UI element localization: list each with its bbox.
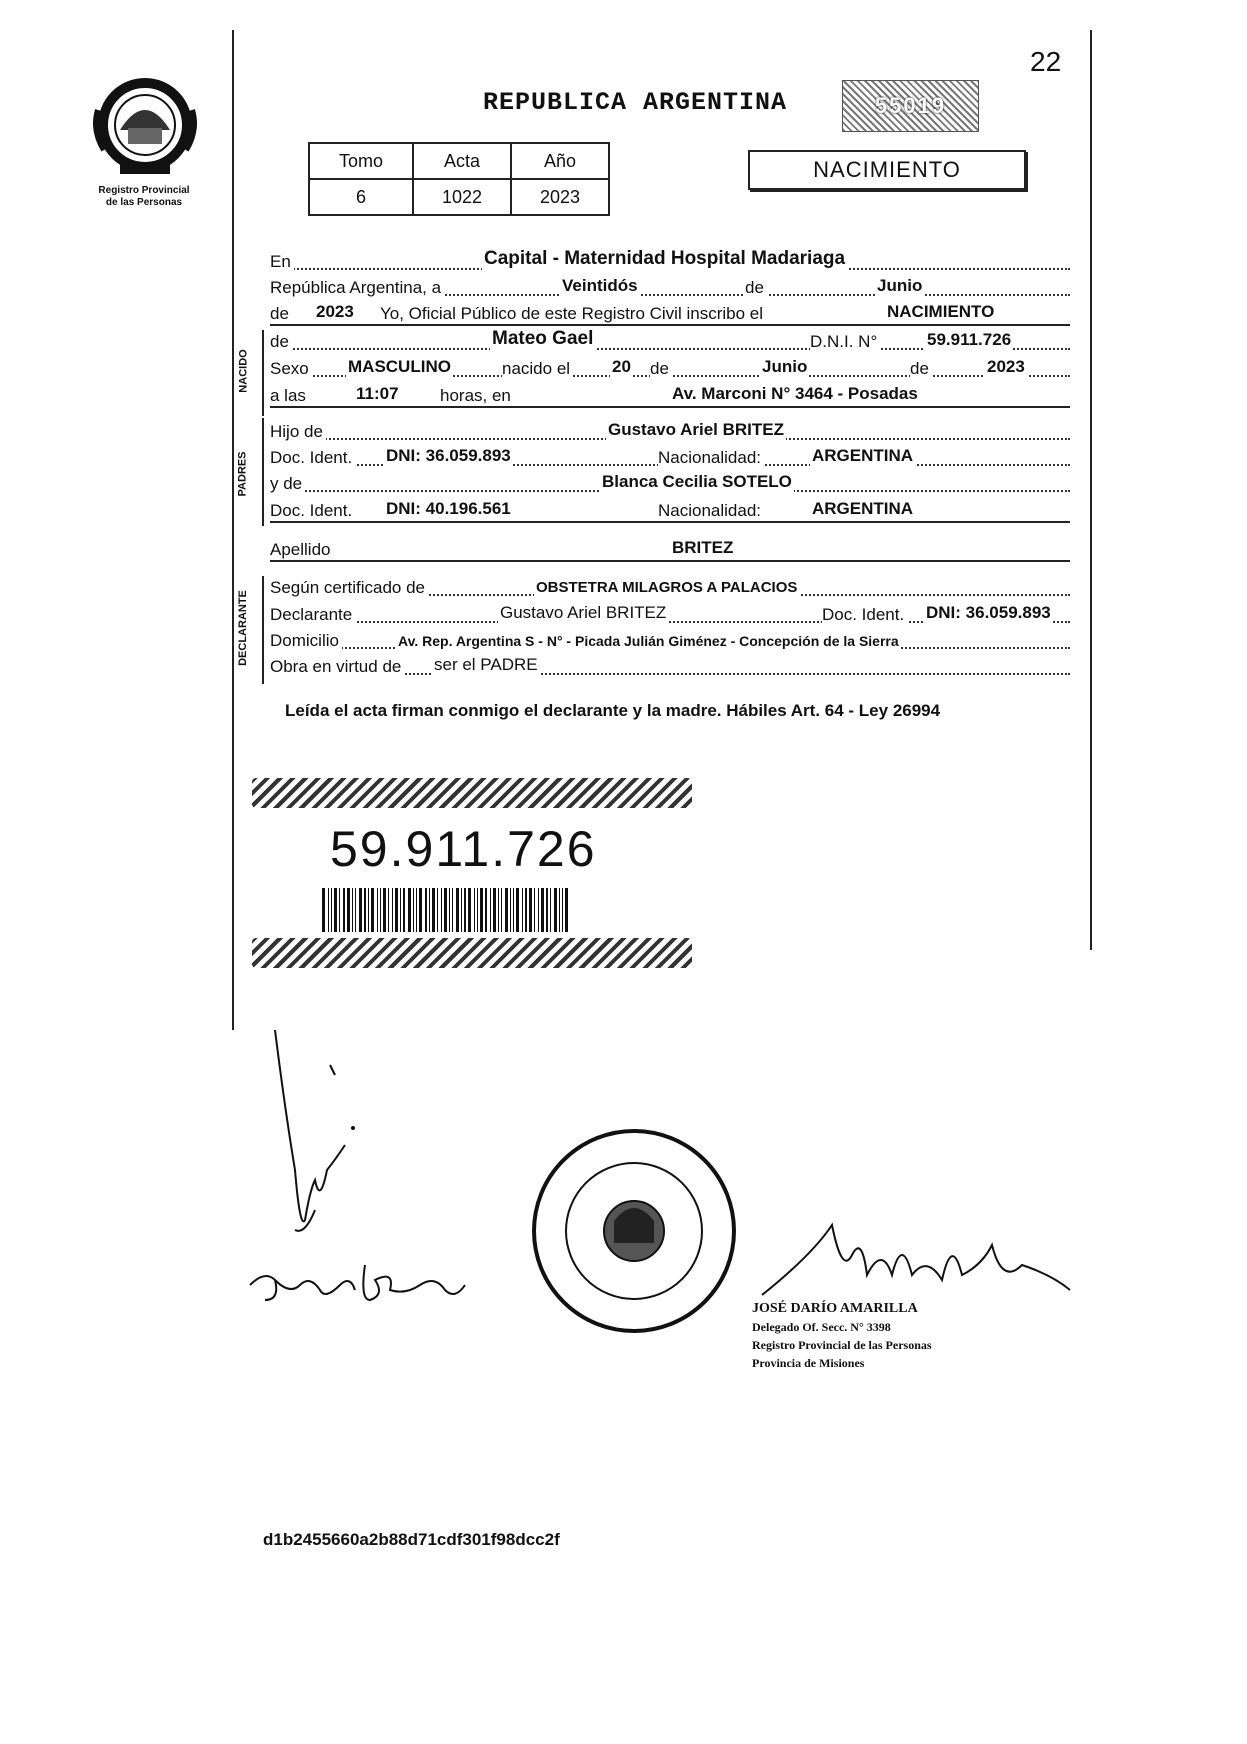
watermark-code: 55019 [874, 93, 947, 118]
official-stamp [528, 1125, 740, 1342]
barcode-bar [392, 888, 393, 932]
barcode-bar [368, 888, 369, 932]
mother-name: Blanca Cecilia SOTELO [602, 472, 792, 491]
declarant-address-row [270, 629, 1070, 653]
barcode-bar [452, 888, 453, 932]
barcode-bar [480, 888, 483, 932]
barcode-bar [334, 888, 337, 932]
declarant-role-row [270, 655, 1070, 679]
declarant-doc-label: Doc. Ident. [822, 605, 907, 625]
barcode-bar [461, 888, 462, 932]
barcode-bar [352, 888, 353, 932]
mother-signature [245, 1255, 475, 1320]
mother-nat-label: Nacionalidad: [658, 501, 764, 521]
barcode-bar [559, 888, 560, 932]
left-margin-line [232, 30, 234, 1030]
father-row [270, 420, 1070, 444]
address-label: Domicilio [270, 631, 342, 651]
declarant-row [270, 603, 1070, 627]
born-month: Junio [762, 357, 808, 376]
padres-bracket [262, 418, 264, 526]
father-doc: DNI: 36.059.893 [386, 446, 511, 465]
barcode-bar [505, 888, 508, 932]
newborn-name-row [270, 330, 1070, 354]
dni-label: D.N.I. N° [810, 332, 880, 352]
barcode-bar [493, 888, 496, 932]
barcode-bar [554, 888, 557, 932]
father-doc-label: Doc. Ident. [270, 448, 355, 468]
dni-hatch-bottom [252, 938, 692, 968]
born-label: nacido el [502, 359, 573, 379]
barcode-bar [449, 888, 450, 932]
dni-hatch-top [252, 778, 692, 808]
mother-row [270, 472, 1070, 496]
barcode-bar [328, 888, 329, 932]
barcode-bar [510, 888, 511, 932]
surname-value: BRITEZ [672, 538, 734, 557]
barcode-bar [477, 888, 478, 932]
mother-doc-label: Doc. Ident. [270, 501, 355, 521]
value-tomo: 6 [309, 179, 413, 215]
barcode-bar [347, 888, 350, 932]
date-row [270, 276, 1070, 300]
barcode-bar [408, 888, 411, 932]
declarant-signature [265, 1020, 375, 1255]
closing-text: Leída el acta firman conmigo el declarante y la madre. Hábiles Art. 64 - Ley 26994 [285, 701, 941, 720]
mother-label: y de [270, 474, 305, 494]
newborn-de-label: de [270, 332, 292, 352]
barcode-bar [541, 888, 544, 932]
barcode-bar [395, 888, 398, 932]
barcode-bar [565, 888, 568, 932]
barcode-bar [322, 888, 325, 932]
born-year: 2023 [987, 357, 1025, 376]
barcode-bar [403, 888, 405, 932]
value-anio: 2023 [511, 179, 609, 215]
barcode-bar [464, 888, 466, 932]
barcode-bar [388, 888, 389, 932]
section-label-padres: PADRES [236, 451, 249, 497]
record-table-header-row [309, 143, 609, 179]
barcode-bar [339, 888, 340, 932]
barcode-bar [425, 888, 427, 932]
sex-label: Sexo [270, 359, 312, 379]
born-de2-label: de [910, 359, 932, 379]
header-tomo: Tomo [309, 143, 413, 179]
barcode-bar [377, 888, 378, 932]
barcode-bar [474, 888, 475, 932]
father-nationality: ARGENTINA [812, 446, 914, 465]
barcode-bar [525, 888, 527, 932]
place-row [270, 250, 1070, 274]
barcode-bar [355, 888, 356, 932]
document-hash: d1b2455660a2b88d71cdf301f98dcc2f [263, 1530, 560, 1549]
place-label: En [270, 252, 294, 272]
record-table-value-row [309, 179, 609, 215]
barcode-bar [331, 888, 332, 932]
certificate-label: Según certificado de [270, 578, 428, 598]
newborn-dni: 59.911.726 [927, 330, 1012, 349]
newborn-sex: MASCULINO [348, 357, 451, 376]
nacido-bracket [262, 330, 264, 416]
logo-caption [74, 185, 214, 209]
mother-doc-row [270, 499, 1070, 523]
right-margin-line [1090, 30, 1092, 950]
father-doc-row [270, 446, 1070, 470]
security-watermark [842, 80, 979, 132]
year-label: de [270, 304, 292, 324]
born-de1-label: de [650, 359, 672, 379]
date-label: República Argentina, a [270, 278, 444, 298]
father-name: Gustavo Ariel BRITEZ [608, 420, 785, 439]
barcode-bar [400, 888, 401, 932]
date-day: Veintidós [562, 276, 638, 295]
barcode-bar [516, 888, 519, 932]
barcode-bar [498, 888, 499, 932]
logo-caption-line2: de las Personas [105, 197, 183, 208]
dni-card-number: 59.911.726 [330, 821, 597, 877]
barcode-bar [485, 888, 487, 932]
barcode-bar [441, 888, 442, 932]
dni-barcode [322, 888, 572, 932]
barcode-bar [419, 888, 422, 932]
barcode-bar [490, 888, 491, 932]
barcode-bar [550, 888, 551, 932]
declarant-label: Declarante [270, 605, 355, 625]
barcode-bar [534, 888, 535, 932]
header-anio: Año [511, 143, 609, 179]
declarant-address: Av. Rep. Argentina S - N° - Picada Julián Giménez - Concepción de la Sierra [398, 633, 899, 649]
born-day: 20 [612, 357, 631, 376]
declarant-role: ser el PADRE [434, 655, 538, 674]
barcode-bar [359, 888, 362, 932]
country-title: REPUBLICA ARGENTINA [483, 88, 788, 117]
year-row [270, 302, 1070, 326]
barcode-bar [416, 888, 417, 932]
record-type: NACIMIENTO [748, 150, 1026, 190]
event-value: NACIMIENTO [887, 302, 995, 321]
date-de-label: de [745, 278, 767, 298]
year-value: 2023 [316, 302, 354, 321]
officer-province: Provincia de Misiones [752, 1356, 865, 1370]
time-label: a las [270, 386, 309, 406]
year-text: Yo, Oficial Público de este Registro Civil inscribo el [380, 304, 766, 324]
barcode-bar [413, 888, 414, 932]
barcode-bar [513, 888, 514, 932]
mother-doc: DNI: 40.196.561 [386, 499, 511, 518]
surname-label: Apellido [270, 540, 334, 560]
section-label-nacido: NACIDO [237, 349, 250, 393]
place-value: Capital - Maternidad Hospital Madariaga [484, 248, 846, 269]
barcode-bar [538, 888, 539, 932]
barcode-bar [529, 888, 532, 932]
role-label: Obra en virtud de [270, 657, 404, 677]
barcode-bar [432, 888, 435, 932]
registry-logo [90, 70, 200, 180]
birth-address: Av. Marconi N° 3464 - Posadas [672, 384, 918, 403]
barcode-bar [383, 888, 386, 932]
father-nat-label: Nacionalidad: [658, 448, 764, 468]
mother-nationality: ARGENTINA [812, 499, 914, 518]
newborn-time-row [270, 384, 1070, 408]
value-acta: 1022 [413, 179, 511, 215]
header-acta: Acta [413, 143, 511, 179]
barcode-bar [437, 888, 438, 932]
certificate-value: OBSTETRA MILAGROS A PALACIOS [536, 579, 798, 596]
certificate-row [270, 576, 1070, 600]
officer-block [752, 1300, 932, 1372]
officer-title: Delegado Of. Secc. N° 3398 [752, 1320, 891, 1334]
record-table [308, 142, 610, 216]
barcode-bar [371, 888, 374, 932]
surname-row [270, 538, 1070, 562]
barcode-bar [468, 888, 471, 932]
section-label-declarante: DECLARANTE [236, 590, 249, 666]
barcode-bar [343, 888, 345, 932]
barcode-bar [546, 888, 548, 932]
declarante-bracket [262, 576, 264, 684]
barcode-bar [522, 888, 523, 932]
barcode-bar [429, 888, 430, 932]
officer-registry: Registro Provincial de las Personas [752, 1338, 932, 1352]
logo-caption-line1: Registro Provincial [98, 185, 190, 196]
time-label2: horas, en [440, 386, 514, 406]
barcode-bar [444, 888, 447, 932]
declarant-name: Gustavo Ariel BRITEZ [500, 603, 667, 622]
barcode-bar [501, 888, 502, 932]
newborn-name: Mateo Gael [492, 328, 594, 349]
officer-name: JOSÉ DARÍO AMARILLA [752, 1301, 918, 1316]
declarant-doc: DNI: 36.059.893 [926, 603, 1051, 622]
date-month: Junio [877, 276, 923, 295]
barcode-bar [364, 888, 366, 932]
barcode-bar [562, 888, 563, 932]
page-number: 22 [1030, 46, 1062, 77]
birth-time: 11:07 [356, 384, 399, 403]
father-label: Hijo de [270, 422, 326, 442]
barcode-bar [456, 888, 459, 932]
barcode-bar [380, 888, 381, 932]
newborn-sex-row [270, 357, 1070, 381]
